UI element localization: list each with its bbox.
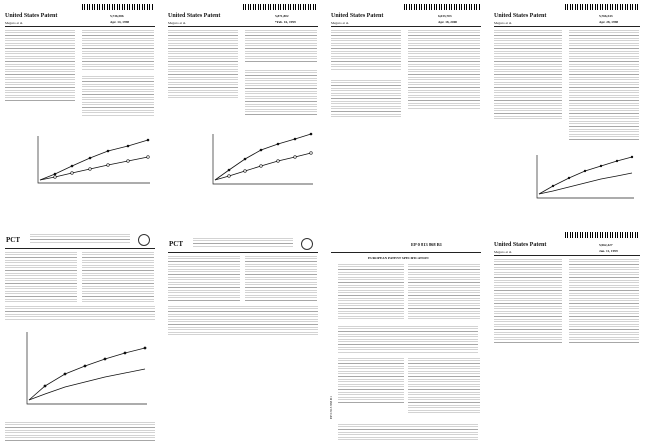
patent-page-8 bbox=[489, 226, 645, 447]
text-block bbox=[5, 30, 75, 102]
inventor: Meguro et al. bbox=[331, 21, 350, 25]
patent-number: 5,871,802 bbox=[275, 14, 289, 18]
patent-number: 5,736,586 bbox=[110, 14, 124, 18]
patent-page-1 bbox=[0, 0, 160, 222]
patent-page-2 bbox=[163, 0, 323, 222]
figure-chart bbox=[10, 128, 155, 198]
ep-number: EP 0 813 868 B1 bbox=[411, 242, 443, 247]
inventor: Meguro et al. bbox=[494, 21, 513, 25]
pct-page-2 bbox=[163, 226, 323, 447]
ep-side-number: EP 0 813 868 B1 bbox=[329, 396, 333, 420]
patent-date: *Feb. 16, 1999 bbox=[275, 20, 296, 24]
figure-chart bbox=[15, 326, 150, 416]
patent-date: Apr. 14, 1998 bbox=[110, 20, 130, 24]
figure-chart bbox=[203, 126, 318, 196]
inventor: Meguro et al. bbox=[168, 21, 187, 25]
barcode bbox=[82, 4, 154, 10]
patent-header: United States Patent bbox=[168, 13, 221, 19]
patent-header: United States Patent bbox=[494, 13, 547, 19]
inventor: Meguro et al. bbox=[494, 250, 513, 254]
inventor: Meguro et al. bbox=[5, 21, 24, 25]
patent-date: Jan. 11, 1999 bbox=[599, 249, 618, 253]
figure-chart bbox=[529, 150, 639, 205]
patent-header: United States Patent bbox=[494, 242, 547, 248]
wipo-seal bbox=[138, 234, 150, 246]
patent-header: United States Patent bbox=[331, 13, 384, 19]
patent-page-4 bbox=[489, 0, 645, 222]
abstract-block bbox=[82, 76, 154, 116]
patent-header: United States Patent bbox=[5, 13, 58, 19]
patent-number: 5,962,427 bbox=[599, 243, 613, 247]
pct-page-1 bbox=[0, 226, 160, 447]
ep-page bbox=[326, 226, 486, 447]
patent-number: 6,033,703 bbox=[438, 14, 452, 18]
patent-date: Apr. 28, 1998 bbox=[599, 20, 619, 24]
text-block bbox=[82, 30, 154, 70]
patent-number: 5,766,543 bbox=[599, 14, 613, 18]
patent-page-3 bbox=[326, 0, 486, 222]
patent-date: Apr. 18, 2000 bbox=[438, 20, 458, 24]
pct-header: PCT bbox=[6, 236, 20, 244]
pct-header: PCT bbox=[169, 240, 183, 248]
ep-title: EUROPEAN PATENT SPECIFICATION bbox=[368, 256, 429, 260]
